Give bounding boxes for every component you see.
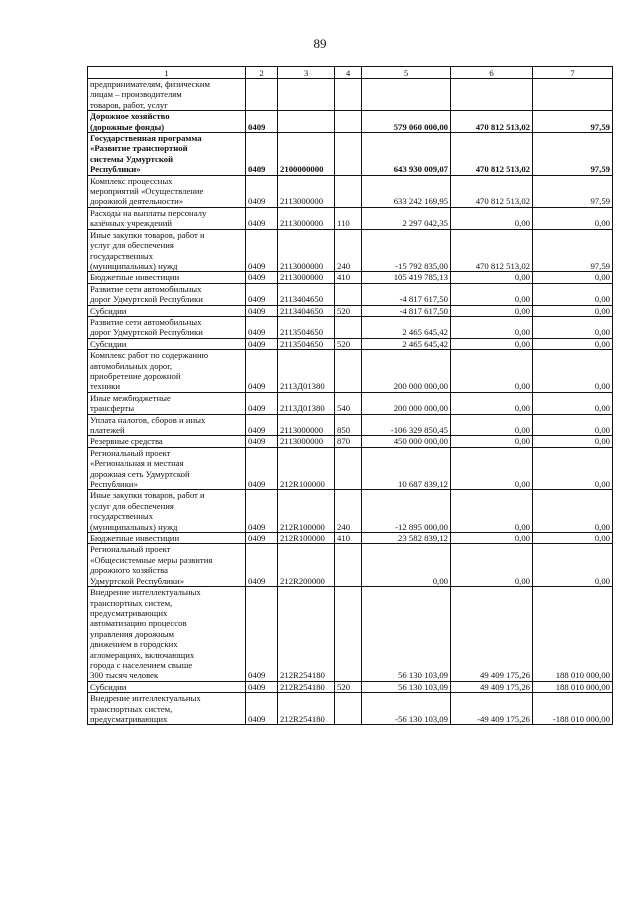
amount-value: 0,00 bbox=[451, 533, 533, 544]
row-name: Резервные средства bbox=[88, 436, 246, 447]
row-name: предпринимателям, физическим лицам – производителям товаров, работ, услуг bbox=[88, 79, 246, 111]
table-row bbox=[88, 338, 613, 349]
row-name: Субсидии bbox=[88, 338, 246, 349]
expense-type-code: 850 bbox=[335, 414, 362, 436]
amount-value: 633 242 169,95 bbox=[362, 175, 451, 207]
amount-value: 0,00 bbox=[451, 305, 533, 316]
expense-type-code: 870 bbox=[335, 436, 362, 447]
table-row bbox=[88, 272, 613, 283]
expense-type-code bbox=[335, 316, 362, 338]
amount-value: 97,59 bbox=[533, 229, 613, 272]
row-name: Расходы на выплаты персоналу казённых учреждений bbox=[88, 207, 246, 229]
target-article-code: 212R254180 bbox=[278, 681, 335, 692]
amount-value: 0,00 bbox=[533, 350, 613, 393]
row-name: Государственная программа «Развитие транспортной системы Удмуртской Республики» bbox=[88, 133, 246, 176]
column-header: 3 bbox=[278, 67, 335, 79]
amount-value: 188 010 000,00 bbox=[533, 587, 613, 682]
row-name: Региональный проект «Общесистемные меры развития дорожного хозяйства Удмуртской Республики» bbox=[88, 544, 246, 587]
row-name: Комплекс процессных мероприятий «Осуществление дорожной деятельности» bbox=[88, 175, 246, 207]
target-article-code: 212R100000 bbox=[278, 490, 335, 533]
amount-value: 0,00 bbox=[362, 544, 451, 587]
amount-value: 0,00 bbox=[451, 207, 533, 229]
amount-value: -188 010 000,00 bbox=[533, 693, 613, 725]
amount-value: 0,00 bbox=[451, 283, 533, 305]
column-header-row bbox=[88, 67, 613, 79]
section-code: 0409 bbox=[246, 490, 278, 533]
amount-value: 0,00 bbox=[533, 447, 613, 490]
table-row bbox=[88, 111, 613, 133]
row-name: Субсидии bbox=[88, 681, 246, 692]
amount-value: -15 792 835,00 bbox=[362, 229, 451, 272]
expense-type-code bbox=[335, 693, 362, 725]
amount-value: 56 130 103,09 bbox=[362, 681, 451, 692]
amount-value: 0,00 bbox=[533, 414, 613, 436]
table-row bbox=[88, 350, 613, 393]
target-article-code: 2113Д01380 bbox=[278, 392, 335, 414]
amount-value: 0,00 bbox=[533, 544, 613, 587]
amount-value bbox=[451, 79, 533, 111]
table-row bbox=[88, 544, 613, 587]
amount-value bbox=[533, 79, 613, 111]
row-name: Внедрение интеллектуальных транспортных систем, предусматривающих автоматизацию процессов управления дорожным движением в городских агломерациях, включающих города с населением свыше 300 тысяч человек bbox=[88, 587, 246, 682]
row-name: Бюджетные инвестиции bbox=[88, 272, 246, 283]
expense-type-code bbox=[335, 79, 362, 111]
section-code: 0409 bbox=[246, 533, 278, 544]
row-name: Иные закупки товаров, работ и услуг для обеспечения государственных (муниципальных) нужд bbox=[88, 229, 246, 272]
amount-value: 49 409 175,26 bbox=[451, 681, 533, 692]
expense-type-code: 540 bbox=[335, 392, 362, 414]
amount-value: 49 409 175,26 bbox=[451, 587, 533, 682]
amount-value: 470 812 513,02 bbox=[451, 111, 533, 133]
expense-type-code bbox=[335, 350, 362, 393]
expense-type-code: 240 bbox=[335, 490, 362, 533]
target-article-code: 212R254180 bbox=[278, 587, 335, 682]
section-code: 0409 bbox=[246, 681, 278, 692]
column-header: 1 bbox=[88, 67, 246, 79]
target-article-code: 2113504650 bbox=[278, 316, 335, 338]
column-header: 2 bbox=[246, 67, 278, 79]
table-row bbox=[88, 305, 613, 316]
amount-value: 200 000 000,00 bbox=[362, 350, 451, 393]
row-name: Развитие сети автомобильных дорог Удмуртской Республики bbox=[88, 283, 246, 305]
target-article-code bbox=[278, 111, 335, 133]
amount-value: 0,00 bbox=[451, 436, 533, 447]
amount-value: 643 930 009,07 bbox=[362, 133, 451, 176]
target-article-code: 2113000000 bbox=[278, 175, 335, 207]
amount-value: 0,00 bbox=[451, 544, 533, 587]
table-row bbox=[88, 436, 613, 447]
expense-type-code bbox=[335, 111, 362, 133]
section-code bbox=[246, 79, 278, 111]
amount-value: 2 465 645,42 bbox=[362, 338, 451, 349]
target-article-code bbox=[278, 79, 335, 111]
section-code: 0409 bbox=[246, 544, 278, 587]
amount-value: 0,00 bbox=[451, 392, 533, 414]
expense-type-code: 240 bbox=[335, 229, 362, 272]
row-name: Внедрение интеллектуальных транспортных систем, предусматривающих bbox=[88, 693, 246, 725]
amount-value: 0,00 bbox=[533, 338, 613, 349]
amount-value: 97,59 bbox=[533, 111, 613, 133]
section-code: 0409 bbox=[246, 133, 278, 176]
amount-value: 97,59 bbox=[533, 175, 613, 207]
amount-value: 0,00 bbox=[533, 316, 613, 338]
row-name: Дорожное хозяйство (дорожные фонды) bbox=[88, 111, 246, 133]
expense-type-code bbox=[335, 447, 362, 490]
row-name: Развитие сети автомобильных дорог Удмуртской Республики bbox=[88, 316, 246, 338]
expense-type-code bbox=[335, 544, 362, 587]
section-code: 0409 bbox=[246, 272, 278, 283]
section-code: 0409 bbox=[246, 283, 278, 305]
section-code: 0409 bbox=[246, 338, 278, 349]
amount-value: 470 812 513,02 bbox=[451, 133, 533, 176]
section-code: 0409 bbox=[246, 316, 278, 338]
section-code: 0409 bbox=[246, 229, 278, 272]
amount-value: 0,00 bbox=[533, 207, 613, 229]
amount-value: 105 419 785,13 bbox=[362, 272, 451, 283]
column-header: 6 bbox=[451, 67, 533, 79]
expense-type-code: 520 bbox=[335, 681, 362, 692]
amount-value: 188 010 000,00 bbox=[533, 681, 613, 692]
amount-value: 0,00 bbox=[451, 316, 533, 338]
row-name: Региональный проект «Региональная и местная дорожная сеть Удмуртской Республики» bbox=[88, 447, 246, 490]
expense-type-code: 110 bbox=[335, 207, 362, 229]
target-article-code: 2100000000 bbox=[278, 133, 335, 176]
amount-value: -12 895 000,00 bbox=[362, 490, 451, 533]
target-article-code: 212R200000 bbox=[278, 544, 335, 587]
expense-type-code bbox=[335, 133, 362, 176]
expense-type-code bbox=[335, 283, 362, 305]
target-article-code: 2113000000 bbox=[278, 272, 335, 283]
column-header: 4 bbox=[335, 67, 362, 79]
section-code: 0409 bbox=[246, 350, 278, 393]
amount-value: 0,00 bbox=[533, 283, 613, 305]
section-code: 0409 bbox=[246, 587, 278, 682]
target-article-code: 2113404650 bbox=[278, 305, 335, 316]
target-article-code: 212R100000 bbox=[278, 447, 335, 490]
row-name: Иные закупки товаров, работ и услуг для обеспечения государственных (муниципальных) нужд bbox=[88, 490, 246, 533]
table-row bbox=[88, 316, 613, 338]
amount-value: 0,00 bbox=[533, 533, 613, 544]
amount-value: 2 297 042,35 bbox=[362, 207, 451, 229]
section-code: 0409 bbox=[246, 207, 278, 229]
table-row bbox=[88, 79, 613, 111]
amount-value: 579 060 000,00 bbox=[362, 111, 451, 133]
row-name: Комплекс работ по содержанию автомобильных дорог, приобретение дорожной техники bbox=[88, 350, 246, 393]
row-name: Бюджетные инвестиции bbox=[88, 533, 246, 544]
amount-value: 2 465 645,42 bbox=[362, 316, 451, 338]
amount-value: 0,00 bbox=[533, 272, 613, 283]
target-article-code: 2113000000 bbox=[278, 436, 335, 447]
table-row bbox=[88, 681, 613, 692]
expense-type-code: 410 bbox=[335, 533, 362, 544]
section-code: 0409 bbox=[246, 447, 278, 490]
section-code: 0409 bbox=[246, 414, 278, 436]
amount-value: 200 000 000,00 bbox=[362, 392, 451, 414]
target-article-code: 2113000000 bbox=[278, 229, 335, 272]
target-article-code: 212R254180 bbox=[278, 693, 335, 725]
amount-value: 0,00 bbox=[451, 447, 533, 490]
table-row bbox=[88, 207, 613, 229]
amount-value: 97,59 bbox=[533, 133, 613, 176]
section-code: 0409 bbox=[246, 111, 278, 133]
column-header: 5 bbox=[362, 67, 451, 79]
expense-type-code: 520 bbox=[335, 338, 362, 349]
target-article-code: 2113404650 bbox=[278, 283, 335, 305]
table-row bbox=[88, 490, 613, 533]
column-header: 7 bbox=[533, 67, 613, 79]
table-row bbox=[88, 133, 613, 176]
amount-value: 0,00 bbox=[451, 490, 533, 533]
table-row bbox=[88, 447, 613, 490]
table-row bbox=[88, 414, 613, 436]
amount-value: 0,00 bbox=[533, 392, 613, 414]
amount-value: 0,00 bbox=[451, 350, 533, 393]
amount-value: -56 130 103,09 bbox=[362, 693, 451, 725]
target-article-code: 2113504650 bbox=[278, 338, 335, 349]
table-row bbox=[88, 392, 613, 414]
table-row bbox=[88, 229, 613, 272]
table-row bbox=[88, 175, 613, 207]
amount-value: 0,00 bbox=[451, 414, 533, 436]
section-code: 0409 bbox=[246, 693, 278, 725]
row-name: Субсидии bbox=[88, 305, 246, 316]
amount-value: 23 582 839,12 bbox=[362, 533, 451, 544]
amount-value: 450 000 000,00 bbox=[362, 436, 451, 447]
target-article-code: 212R100000 bbox=[278, 533, 335, 544]
target-article-code: 2113000000 bbox=[278, 207, 335, 229]
section-code: 0409 bbox=[246, 436, 278, 447]
table-row bbox=[88, 587, 613, 682]
section-code: 0409 bbox=[246, 175, 278, 207]
amount-value: 0,00 bbox=[451, 338, 533, 349]
page-number: 89 bbox=[313, 36, 327, 51]
amount-value: 0,00 bbox=[533, 305, 613, 316]
row-name: Иные межбюджетные трансферты bbox=[88, 392, 246, 414]
amount-value: 10 687 839,12 bbox=[362, 447, 451, 490]
amount-value: 470 812 513,02 bbox=[451, 229, 533, 272]
amount-value bbox=[362, 79, 451, 111]
target-article-code: 2113Д01380 bbox=[278, 350, 335, 393]
amount-value: -106 329 850,45 bbox=[362, 414, 451, 436]
section-code: 0409 bbox=[246, 392, 278, 414]
amount-value: 470 812 513,02 bbox=[451, 175, 533, 207]
amount-value: 0,00 bbox=[533, 490, 613, 533]
amount-value: -4 817 617,50 bbox=[362, 283, 451, 305]
amount-value: -49 409 175,26 bbox=[451, 693, 533, 725]
budget-table bbox=[87, 66, 613, 725]
target-article-code: 2113000000 bbox=[278, 414, 335, 436]
expense-type-code bbox=[335, 587, 362, 682]
row-name: Уплата налогов, сборов и иных платежей bbox=[88, 414, 246, 436]
table-row bbox=[88, 693, 613, 725]
table-row bbox=[88, 533, 613, 544]
table-row bbox=[88, 283, 613, 305]
section-code: 0409 bbox=[246, 305, 278, 316]
expense-type-code: 520 bbox=[335, 305, 362, 316]
amount-value: 0,00 bbox=[533, 436, 613, 447]
amount-value: -4 817 617,50 bbox=[362, 305, 451, 316]
amount-value: 0,00 bbox=[451, 272, 533, 283]
expense-type-code bbox=[335, 175, 362, 207]
amount-value: 56 130 103,09 bbox=[362, 587, 451, 682]
expense-type-code: 410 bbox=[335, 272, 362, 283]
